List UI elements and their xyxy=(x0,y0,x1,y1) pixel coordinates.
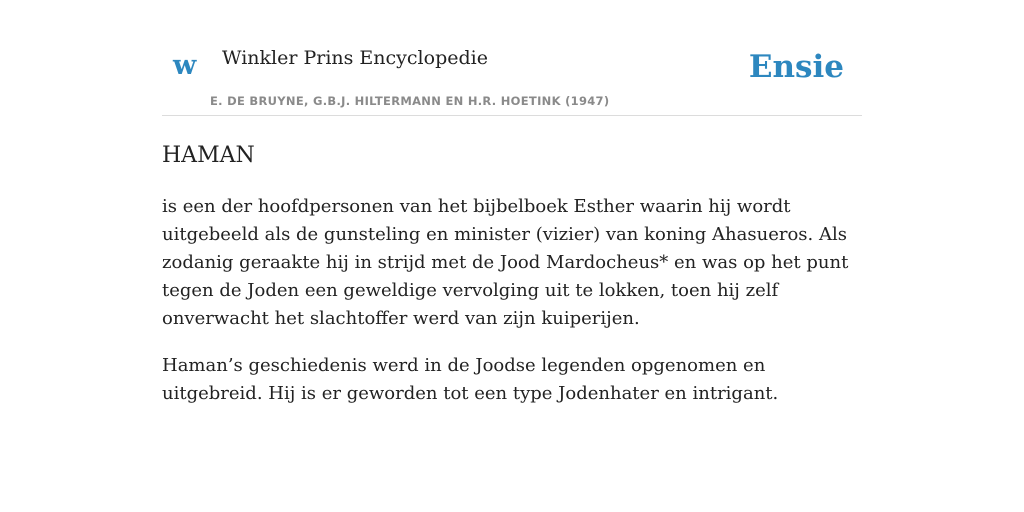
source-authors: E. DE BRUYNE, G.B.J. HILTERMANN EN H.R. HOETINK (1947) xyxy=(210,94,610,108)
entry-paragraph-1: is een der hoofdpersonen van het bijbelboek Esther waarin hij wordt uitgebeeld als de gunsteling en minister (vizier) van koning Ahasueros. Als zodanig geraakte hij in strijd met de Jood Mardocheus* en was op het punt tegen de Joden een geweldige vervolging uit te lokken, toen hij zelf onverwacht het slachtoffer werd van zijn kuiperijen. xyxy=(162,196,849,329)
article-page xyxy=(162,0,862,408)
entry-title: HAMAN xyxy=(162,143,255,168)
ensie-logo[interactable]: Ensie xyxy=(748,49,844,85)
source-header xyxy=(162,0,862,116)
source-title-link[interactable]: Winkler Prins Encyclopedie xyxy=(222,47,488,69)
winkler-prins-logo[interactable]: w xyxy=(173,50,197,81)
entry-paragraph-2: Haman’s geschiedenis werd in de Joodse legenden opgenomen en uitgebreid. Hij is er geworden tot een type Jodenhater en intrigant. xyxy=(162,355,779,404)
